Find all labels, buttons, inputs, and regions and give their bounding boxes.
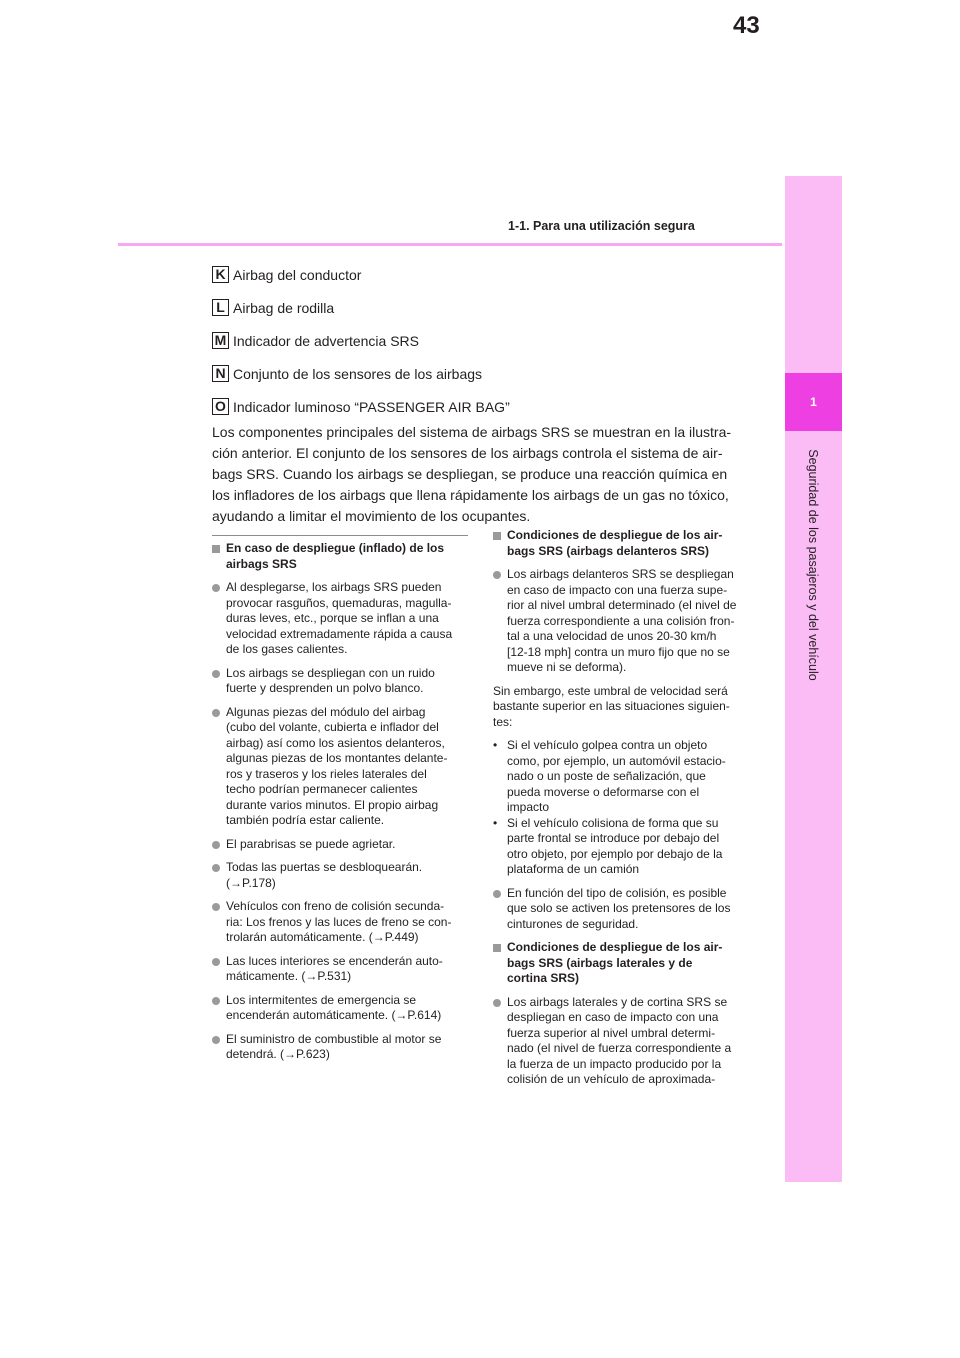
bullet-item: [212, 899, 474, 946]
bullet-dot-icon: [212, 864, 220, 872]
text-line: otro objeto, por ejemplo por debajo de la: [507, 846, 723, 861]
square-bullet-icon: [493, 532, 501, 540]
text-line: nado (el nivel de fuerza correspondiente a: [507, 1041, 732, 1055]
text-line: airbags SRS: [226, 556, 297, 571]
text-line: de los gases calientes.: [226, 642, 348, 656]
side-tab-title: Seguridad de los pasajeros y del vehículo: [806, 449, 820, 681]
legend-text: Conjunto de los sensores de los airbags: [233, 365, 483, 382]
side-tab-number: 1: [785, 373, 842, 431]
legend-letter: N: [212, 365, 229, 382]
text-line: detendrá. (→P.623): [226, 1047, 330, 1061]
text-line: Al desplegarse, los airbags SRS pueden: [226, 580, 442, 594]
bullet-dot-icon: [212, 584, 220, 592]
text-line: Los airbags laterales y de cortina SRS se: [507, 994, 728, 1009]
bullet-dot-icon: [493, 999, 501, 1007]
text-line: la fuerza de un impacto producido por la: [507, 1056, 722, 1071]
legend-letter: L: [212, 299, 229, 316]
text-line: en caso de impacto con una fuerza supe-: [507, 582, 728, 597]
bullet-item: [212, 705, 474, 829]
dash-list: [493, 738, 755, 878]
text-line: cortina SRS): [507, 971, 580, 985]
text-line: (cubo del volante, cubierta e inflador del: [226, 720, 439, 734]
legend-letter: O: [212, 398, 229, 415]
bullet-item: [212, 993, 474, 1024]
text-line: los infladores de los airbags que llena rápidamente los airbags de un gas no tóxico,: [212, 487, 729, 503]
text-line: parte frontal se introduce por debajo del: [507, 831, 720, 845]
legend-item: [212, 324, 752, 357]
text-line: El parabrisas se puede agrietar.: [226, 836, 396, 851]
column-divider: [212, 535, 468, 536]
text-line: Si el vehículo colisiona de forma que su: [507, 815, 719, 830]
section-heading: [212, 541, 474, 572]
text-line: [12-18 mph] contra un muro fijo que no se: [507, 644, 730, 659]
legend-text: Indicador de advertencia SRS: [233, 332, 419, 349]
section-heading: [493, 940, 755, 987]
bullet-dot-icon: [212, 903, 220, 911]
text-line: tes:: [493, 714, 513, 729]
text-line: ayudando a limitar el movimiento de los ocupantes.: [212, 508, 531, 524]
bullet-item: [212, 954, 474, 985]
text-line: algunas piezas de los montantes delante-: [226, 751, 448, 765]
section-header: 1-1. Para una utilización segura: [508, 219, 695, 233]
section-heading: [493, 528, 755, 559]
text-line: también podría estar caliente.: [226, 813, 385, 827]
text-line: plataforma de un camión: [507, 862, 640, 876]
text-line: fuerte y desprenden un polvo blanco.: [226, 681, 424, 695]
text-line: impacto: [507, 800, 550, 814]
text-line: Los componentes principales del sistema de airbags SRS se muestran en la ilustra-: [212, 424, 732, 440]
bullet-dot-icon: [212, 958, 220, 966]
text-line: Condiciones de despliegue de los air-: [507, 940, 723, 954]
text-line: nado o un poste de señalización, que: [507, 769, 706, 783]
text-line: Los airbags delanteros SRS se despliegan: [507, 567, 734, 581]
text-line: como, por ejemplo, un automóvil estacio-: [507, 753, 726, 768]
legend-letter: K: [212, 266, 229, 283]
intro-paragraph: [212, 422, 752, 527]
text-line: Los intermitentes de emergencia se: [226, 992, 417, 1007]
text-line: ros y traseros y los rieles laterales del: [226, 766, 427, 781]
text-line: encenderán automáticamente. (→P.614): [226, 1008, 442, 1022]
text-line: Condiciones de despliegue de los air-: [507, 528, 723, 542]
legend-text: Airbag del conductor: [233, 266, 362, 283]
dash-item: [493, 816, 755, 878]
text-line: bags SRS (airbags laterales y de: [507, 955, 693, 970]
text-line: mueve ni se deforma).: [507, 660, 627, 674]
text-line: despliegan en caso de impacto con una: [507, 1010, 719, 1024]
legend-text: Indicador luminoso “PASSENGER AIR BAG”: [233, 398, 510, 415]
text-line: provocar rasguños, quemaduras, magulla-: [226, 595, 452, 610]
text-line: bags SRS. Cuando los airbags se despliegan, se produce una reacción química en: [212, 466, 728, 482]
text-line: fuerza superior al nivel umbral determi-: [507, 1025, 716, 1040]
text-line: velocidad extremadamente rápida a causa: [226, 626, 453, 641]
legend-list: [212, 258, 752, 423]
text-line: bags SRS (airbags delanteros SRS): [507, 543, 710, 558]
text-line: bastante superior en las situaciones siguien-: [493, 699, 730, 713]
text-line: Los airbags se despliegan con un ruido: [226, 665, 435, 680]
text-line: ria: Los frenos y las luces de freno se con-: [226, 914, 452, 929]
text-line: cinturones de seguridad.: [507, 916, 639, 931]
right-column: [493, 528, 755, 1096]
page-number: 43: [733, 12, 760, 39]
legend-text: Airbag de rodilla: [233, 299, 335, 316]
bullet-dot-icon: [212, 841, 220, 849]
left-column: [212, 541, 474, 1071]
text-line: rior al nivel umbral determinado (el nivel de: [507, 598, 737, 612]
text-line: fuerza correspondiente a una colisión fron-: [507, 613, 735, 628]
text-line: techo podrían permanecer calientes: [226, 782, 418, 796]
legend-item: [212, 258, 752, 291]
text-line: Si el vehículo golpea contra un objeto: [507, 738, 708, 752]
bullet-dot-icon: [212, 670, 220, 678]
dash-bullet-icon: •: [493, 815, 498, 830]
legend-item: [212, 390, 752, 423]
bullet-item: [493, 886, 755, 933]
bullet-item: [212, 666, 474, 697]
bullet-item: [212, 860, 474, 891]
bullet-item: [493, 567, 755, 676]
bullet-item: [212, 1032, 474, 1063]
header-rule: [118, 243, 782, 246]
text-line: que solo se activen los pretensores de los: [507, 901, 731, 915]
text-line: colisión de un vehículo de aproximada-: [507, 1072, 716, 1086]
text-line: Todas las puertas se desbloquearán.: [226, 860, 423, 874]
dash-bullet-icon: •: [493, 738, 498, 752]
text-line: Vehículos con freno de colisión secunda-: [226, 899, 445, 913]
dash-item: [493, 738, 755, 816]
text-line: trolarán automáticamente. (→P.449): [226, 930, 419, 944]
legend-item: [212, 357, 752, 390]
page-reference-link[interactable]: (→P.178): [226, 875, 276, 890]
text-line: Sin embargo, este umbral de velocidad será: [493, 683, 728, 698]
bullet-item: [493, 995, 755, 1088]
text-line: ción anterior. El conjunto de los sensores de los airbags controla el sistema de air-: [212, 445, 723, 461]
bullet-dot-icon: [212, 997, 220, 1005]
bullet-item: [212, 580, 474, 658]
bullet-dot-icon: [493, 890, 501, 898]
text-line: tal a una velocidad de unos 20-30 km/h: [507, 629, 717, 643]
text-line: durante varios minutos. El propio airbag: [226, 797, 439, 812]
text-line: Algunas piezas del módulo del airbag: [226, 704, 426, 719]
bullet-item: [212, 837, 474, 853]
bullet-dot-icon: [493, 571, 501, 579]
legend-letter: M: [212, 332, 229, 349]
square-bullet-icon: [212, 545, 220, 553]
text-line: En caso de despliegue (inflado) de los: [226, 541, 445, 555]
text-line: pueda moverse o deformarse con el: [507, 784, 700, 799]
text-line: En función del tipo de colisión, es posible: [507, 885, 727, 900]
text-line: airbag) así como los asientos delanteros,: [226, 735, 445, 750]
body-paragraph: [493, 684, 755, 731]
text-line: máticamente. (→P.531): [226, 969, 352, 983]
text-line: Las luces interiores se encenderán auto-: [226, 953, 443, 968]
bullet-dot-icon: [212, 709, 220, 717]
text-line: El suministro de combustible al motor se: [226, 1031, 442, 1046]
legend-item: [212, 291, 752, 324]
square-bullet-icon: [493, 944, 501, 952]
text-line: duras leves, etc., porque se inflan a una: [226, 611, 439, 625]
bullet-dot-icon: [212, 1036, 220, 1044]
